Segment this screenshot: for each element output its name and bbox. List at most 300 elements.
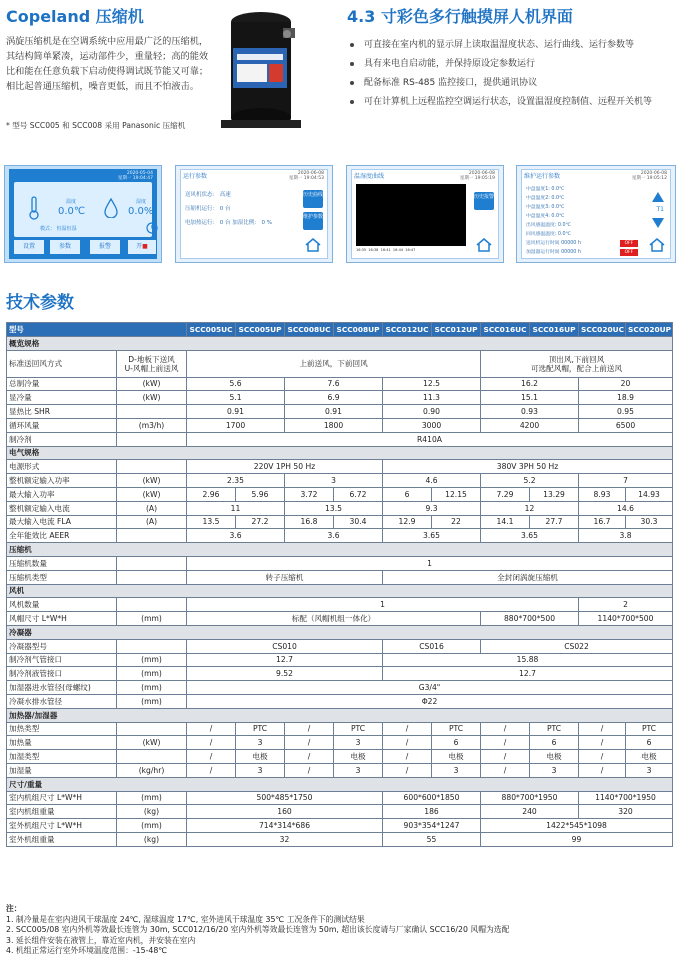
table-cell: 2.35 [187,474,285,488]
screen-title: 运行参数 [183,173,208,180]
table-cell: 22 [432,515,481,529]
list-item: 中盘温度2: 0.0℃ [526,196,565,201]
table-cell: 13.29 [530,487,579,501]
table-cell: 3.6 [187,529,285,543]
table-cell: 电源形式 [7,460,117,474]
table-cell: 99 [481,832,673,846]
table-cell: 3 [285,474,383,488]
table-row [7,681,673,695]
hmi-screenshots [0,165,683,265]
note-line: 2. SCC005/08 室内外机等效最长连管为 30m, SCC012/16/20 室内外机等效最长连管为 50m, 超出该长度请与厂家确认 SCC16/20 风帽为选配 [6,925,510,935]
table-cell: 顶出风,下前回风 可选配风帽，配合上前送风 [481,350,673,377]
table-row [7,832,673,846]
table-cell: 1700 [187,418,285,432]
table-cell: CS016 [383,639,481,653]
table-cell: 电极 [334,750,383,764]
table-cell: 6500 [579,418,673,432]
curve-plot-area [356,184,466,246]
table-cell: 制冷剂气管接口 [7,653,117,667]
header-cell: SCC020UC [579,323,626,337]
table-row [7,722,673,736]
list-item: 送风机运行时间 00000 h [526,241,581,246]
section-row [7,777,673,791]
compressor-status: 压缩机运行： 0 台 [185,206,231,212]
table-cell: 30.3 [626,515,673,529]
screen-maintenance [516,165,676,263]
table-cell: 3 [236,763,285,777]
table-cell: 电极 [236,750,285,764]
table-row [7,570,673,584]
table-cell: 加热器/加湿器 [7,708,673,722]
table-cell: 电极 [432,750,481,764]
table-cell: (kW) [117,391,187,405]
table-cell: 12.7 [187,653,383,667]
table-cell: / [285,763,334,777]
list-item: 可在计算机上远程监控空调运行状态，设置温湿度控制值、远程开关机等 [347,95,677,109]
table-cell: 186 [383,805,481,819]
table-row [7,432,673,446]
table-cell: (A) [117,515,187,529]
table-cell: 最大输入功率 [7,487,117,501]
table-row [7,791,673,805]
params-button[interactable]: 参数 [50,240,80,254]
screen-date: 2020-06-08 星期一 19:05:19 [459,171,495,181]
list-item: 回风感温温度: 0.0℃ [526,232,571,237]
table-cell: 最大输入电流 FLA [7,515,117,529]
table-cell: 1140*700*500 [579,612,673,626]
table-cell: 9.3 [383,501,481,515]
compressor-title: Copeland 压缩机 [6,7,144,26]
table-cell: 室外机组重量 [7,832,117,846]
table-cell: 6 [626,736,673,750]
table-cell: 16.8 [285,515,334,529]
table-cell: 14.1 [481,515,530,529]
table-cell: 3.6 [285,529,383,543]
table-cell: PTC [432,722,481,736]
table-cell: 室外机组尺寸 L*W*H [7,819,117,833]
table-cell: 压缩机类型 [7,570,117,584]
history-alarm-button[interactable]: 历史报警 [474,192,494,210]
table-row [7,377,673,391]
table-cell: (kg) [117,832,187,846]
table-cell: (mm) [117,612,187,626]
table-cell: 2.96 [187,487,236,501]
fan-status: 送风机状态： 高速 [185,192,231,198]
section-row [7,336,673,350]
header-cell: 型号 [7,323,187,337]
table-cell: 15.1 [481,391,579,405]
table-cell: 上前送风，下前回风 [187,350,481,377]
header-cell: SCC012UC [383,323,432,337]
table-cell: 6 [432,736,481,750]
table-cell: 3.8 [579,529,673,543]
table-cell: 30.4 [334,515,383,529]
table-cell: / [187,736,236,750]
header-cell: SCC005UP [236,323,285,337]
table-row [7,736,673,750]
section-row [7,584,673,598]
compressor-paragraph: 涡旋压缩机是在空调系统中应用最广泛的压缩机，其结构简单紧凑，运动部件少，重量轻；高的能效比和能在任意负载下启动使得调试既节能又可靠；相比起普通压缩机，噪音更低，而且不怕液击。 [6,36,209,92]
arrow-down-icon[interactable] [652,218,664,228]
table-cell: 加热量 [7,736,117,750]
table-cell: 8.93 [579,487,626,501]
note-line: 3. 延长组件安装在液管上，靠近室内机，并安装在室内 [6,935,196,945]
table-cell: 3 [334,763,383,777]
table-cell: 14.93 [626,487,673,501]
table-row [7,405,673,419]
table-cell: (kW) [117,487,187,501]
table-cell: 压缩机 [7,543,673,557]
table-cell [117,460,187,474]
history-curve-button[interactable]: 历史曲线 [303,190,323,208]
table-cell: 6.72 [334,487,383,501]
table-cell: (kW) [117,736,187,750]
table-cell: 0.91 [187,405,285,419]
table-cell: 室内机组重量 [7,805,117,819]
table-cell: 制冷剂液管接口 [7,667,117,681]
table-cell: 3.65 [383,529,481,543]
table-cell: 5.96 [236,487,285,501]
table-cell: 3 [334,736,383,750]
table-cell: 制冷剂 [7,432,117,446]
list-item: 配备标准 RS-485 监控接口，提供通讯协议 [347,76,677,90]
table-cell: / [383,763,432,777]
table-cell: / [383,750,432,764]
section-row [7,446,673,460]
table-cell: 全年能效比 AEER [7,529,117,543]
table-cell: (kW) [117,474,187,488]
home-icon[interactable] [649,238,665,252]
status-panel [14,182,152,237]
table-cell: / [481,736,530,750]
table-cell: (m3/h) [117,418,187,432]
table-cell: 0.91 [285,405,383,419]
table-cell: 5.1 [187,391,285,405]
table-cell: 13.5 [187,515,236,529]
table-cell: / [285,750,334,764]
settings-button[interactable]: 设置 [14,240,44,254]
table-cell: / [187,750,236,764]
table-cell: 20 [579,377,673,391]
screen-main [4,165,162,263]
table-cell: (mm) [117,694,187,708]
temp-label: 温度 [66,199,77,205]
table-cell [117,750,187,764]
heater-status: 电加热运行： 0 台 加湿比例： 0 % [185,220,272,226]
table-row [7,612,673,626]
table-cell: (A) [117,501,187,515]
list-item: 中盘温度3: 0.0℃ [526,205,565,210]
table-cell [117,570,187,584]
table-cell [117,432,187,446]
table-cell: 13.5 [285,501,383,515]
table-cell: 12.9 [383,515,432,529]
section-row [7,708,673,722]
table-row [7,391,673,405]
table-cell: / [187,763,236,777]
table-cell: 11.3 [383,391,481,405]
off-badge[interactable]: OFF [620,240,638,247]
table-cell: Φ22 [187,694,673,708]
table-cell: 整机额定输入电流 [7,501,117,515]
hmi-title: 4.3 寸彩色多行触摸屏人机界面 [347,7,573,26]
table-cell: / [481,722,530,736]
table-cell: / [383,722,432,736]
section-row [7,625,673,639]
table-cell: 12 [481,501,579,515]
section-row [7,543,673,557]
table-cell: / [285,722,334,736]
header-cell: SCC008UP [334,323,383,337]
table-cell: 903*354*1247 [383,819,481,833]
table-cell: D-地板下送风 U-风帽上前送风 [117,350,187,377]
table-cell: (mm) [117,681,187,695]
table-cell: 电气规格 [7,446,673,460]
header-cell: SCC008UC [285,323,334,337]
table-cell: 7.6 [285,377,383,391]
table-cell: / [579,750,626,764]
table-cell: 室内机组尺寸 L*W*H [7,791,117,805]
table-cell: 27.2 [236,515,285,529]
hum-value: 0.0% [128,206,154,217]
table-cell: 380V 3PH 50 Hz [383,460,673,474]
table-row [7,515,673,529]
table-cell: 5.2 [481,474,579,488]
tech-spec-title: 技术参数 [6,293,74,313]
droplet-icon [104,198,118,218]
table-cell: PTC [530,722,579,736]
table-row [7,350,673,377]
header-cell: SCC016UC [481,323,530,337]
list-item: 中盘温度4: 0.0℃ [526,214,565,219]
table-cell [117,405,187,419]
table-cell: 总制冷量 [7,377,117,391]
table-row [7,556,673,570]
compressor-note: * 型号 SCC005 和 SCC008 采用 Panasonic 压缩机 [6,121,186,130]
table-cell: / [579,736,626,750]
table-row [7,763,673,777]
table-cell: 1 [187,556,673,570]
table-cell: 12.15 [432,487,481,501]
table-cell: 加湿类型 [7,750,117,764]
table-cell: 3 [236,736,285,750]
arrow-up-icon[interactable] [652,192,664,202]
header-cell: SCC012UP [432,323,481,337]
table-cell: 0.93 [481,405,579,419]
note-line: 4. 机组正常运行室外环境温度范围：-15-48℃ [6,946,168,956]
table-cell: 概览规格 [7,336,673,350]
table-cell: 加湿器进水管径(母螺纹) [7,681,117,695]
table-cell: 3.72 [285,487,334,501]
home-icon[interactable] [305,238,321,252]
table-cell [117,598,187,612]
table-cell: 3 [432,763,481,777]
table-cell: CS010 [187,639,383,653]
table-cell: 16.7 [579,515,626,529]
table-cell: (mm) [117,791,187,805]
table-cell: 1422*545*1098 [481,819,673,833]
spec-table [6,322,673,847]
table-cell: / [383,736,432,750]
power-button[interactable]: 开■ [128,240,156,254]
table-cell: 600*600*1850 [383,791,481,805]
table-cell: 冷凝器型号 [7,639,117,653]
table-cell: 11 [187,501,285,515]
table-cell: 电极 [626,750,673,764]
table-cell: PTC [626,722,673,736]
table-cell: 5.6 [187,377,285,391]
table-row [7,653,673,667]
table-row [7,418,673,432]
table-cell: 压缩机数量 [7,556,117,570]
table-cell: (kg) [117,805,187,819]
header-cell: SCC016UP [530,323,579,337]
screen-title: 温湿度曲线 [354,173,385,180]
hum-label: 湿度 [136,199,147,205]
table-cell: / [285,736,334,750]
table-row [7,667,673,681]
table-cell: 2 [579,598,673,612]
screen-run-params [175,165,333,263]
table-cell: 3 [530,763,579,777]
notes [6,904,676,957]
screen-title: 维护运行参数 [524,173,561,180]
table-cell: 7 [579,474,673,488]
alarm-button[interactable]: 报警 [90,240,120,254]
screen-date: 2020-06-08 星期一 19:05:12 [631,171,667,181]
table-cell: 6 [530,736,579,750]
hmi-intro [347,4,677,114]
table-row [7,474,673,488]
table-row [7,805,673,819]
table-cell: 电极 [530,750,579,764]
table-cell: 27.7 [530,515,579,529]
table-cell: 转子压缩机 [187,570,383,584]
table-cell: 12.7 [383,667,673,681]
table-cell: 15.88 [383,653,673,667]
table-cell: 3000 [383,418,481,432]
table-cell: CS022 [481,639,673,653]
table-cell: / [481,763,530,777]
table-cell: PTC [236,722,285,736]
table-cell: 6.9 [285,391,383,405]
timer-icon [146,222,158,234]
table-cell: 0.95 [579,405,673,419]
table-cell: 整机额定输入功率 [7,474,117,488]
table-cell: 220V 1PH 50 Hz [187,460,383,474]
table-cell: 0.90 [383,405,481,419]
temp-value: 0.0℃ [58,206,86,217]
maintenance-button[interactable]: 维护参数 [303,212,323,230]
table-cell: 标准送回风方式 [7,350,117,377]
header-cell: SCC020UP [626,323,673,337]
table-cell: 显热比 SHR [7,405,117,419]
table-cell: (kg/hr) [117,763,187,777]
note-line: 1. 制冷量是在室内进风干球温度 24℃, 湿球温度 17℃, 室外进风干球温度 35℃ 工况条件下的测试结果 [6,914,365,924]
table-cell: / [187,722,236,736]
table-cell: 880*700*1950 [481,791,579,805]
table-cell: 4200 [481,418,579,432]
mode-text: 模式： 恒温恒湿 [40,226,77,232]
table-cell: 9.52 [187,667,383,681]
table-cell: 500*485*1750 [187,791,383,805]
compressor-image [221,8,301,138]
hmi-feature-list [347,38,677,109]
table-cell: 循环风量 [7,418,117,432]
list-item: 可直接在室内机的显示屏上读取温湿度状态、运行曲线、运行参数等 [347,38,677,52]
table-cell: 14.6 [579,501,673,515]
table-row [7,598,673,612]
table-cell: / [579,763,626,777]
table-cell: 全封闭涡旋压缩机 [383,570,673,584]
table-cell: 风机数量 [7,598,117,612]
table-cell: 尺寸/重量 [7,777,673,791]
table-cell [117,722,187,736]
table-cell: 加热类型 [7,722,117,736]
table-cell: 32 [187,832,383,846]
table-cell: PTC [334,722,383,736]
table-cell: 冷凝水排水管径 [7,694,117,708]
list-item: 加湿器运行时间 00000 h [526,250,581,255]
table-cell: 3.65 [481,529,579,543]
table-cell: 12.5 [383,377,481,391]
table-cell: 冷凝器 [7,625,673,639]
table-cell: 1140*700*1950 [579,791,673,805]
list-item: 中盘温度1: 0.0℃ [526,187,565,192]
screen-date: 2020-05-04 星期一 19:04:47 [117,171,153,181]
table-cell: 55 [383,832,481,846]
screen-date: 2020-06-08 星期一 19:04:53 [288,171,324,181]
table-cell: (mm) [117,819,187,833]
table-cell [117,556,187,570]
table-cell: 1800 [285,418,383,432]
table-header-row [7,323,673,337]
table-row [7,750,673,764]
table-row [7,819,673,833]
table-cell [117,639,187,653]
screen-curve [346,165,504,263]
table-row [7,501,673,515]
table-cell [117,529,187,543]
top-section [0,0,683,155]
table-cell: / [481,750,530,764]
thermometer-icon [28,196,40,220]
table-cell: 160 [187,805,383,819]
list-item: 具有来电自启动能，并保持原设定参数运行 [347,57,677,71]
page-indicator: T1 [656,206,664,213]
list-item: 出风感温温度: 0.0℃ [526,223,571,228]
table-cell: 风机 [7,584,673,598]
table-cell: 加湿量 [7,763,117,777]
table-cell: (kW) [117,377,187,391]
home-icon[interactable] [476,238,492,252]
table-cell: / [579,722,626,736]
off-badge[interactable]: OFF [620,249,638,256]
table-cell: 16.2 [481,377,579,391]
table-cell: 标配（风帽机组一体化） [187,612,481,626]
table-cell: 7.29 [481,487,530,501]
curve-time-axis: 16:35 16:38 16:41 16:44 16:47 [356,248,416,252]
table-cell: 240 [481,805,579,819]
table-cell: 4.6 [383,474,481,488]
table-cell: 880*700*500 [481,612,579,626]
table-cell: 3 [626,763,673,777]
table-row [7,639,673,653]
table-cell: 714*314*686 [187,819,383,833]
header-cell: SCC005UC [187,323,236,337]
table-cell: 18.9 [579,391,673,405]
table-row [7,694,673,708]
